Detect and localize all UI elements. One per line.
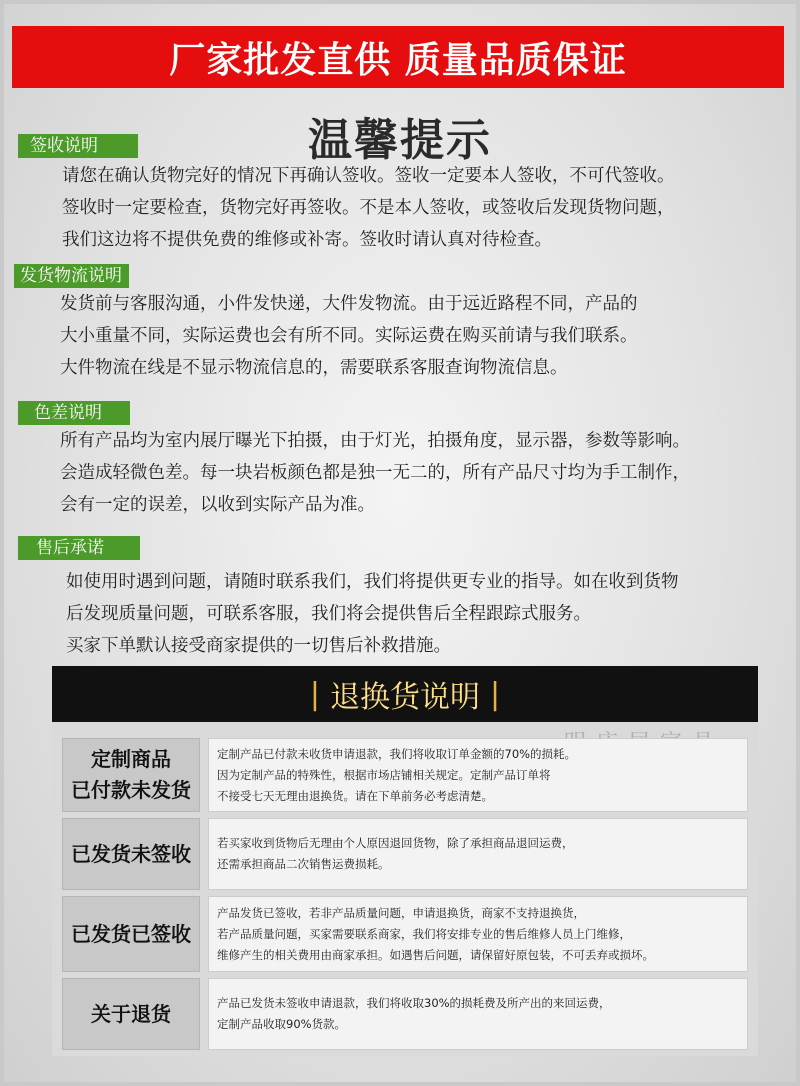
text-line: 买家下单默认接受商家提供的一切售后补救措施。 — [66, 636, 451, 656]
label-line: 已发货已签收 — [71, 921, 191, 946]
text-line: 产品已发货未签收申请退款，我们将收取30%的损耗费及所产出的来回运费， — [217, 996, 611, 1010]
section-text-color — [60, 425, 690, 521]
text-line: 我们这边将不提供免费的维修或补寄。签收时请认真对待检查。 — [62, 230, 552, 250]
text-line: 如使用时遇到问题，请随时联系我们，我们将提供更专业的指导。如在收到货物 — [66, 572, 679, 592]
text-line: 后发现质量问题，可联系客服，我们将会提供售后全程跟踪式服务。 — [66, 604, 591, 624]
header-bar-right: | — [490, 676, 501, 712]
text-line: 若产品质量问题，买家需要联系商家，我们将安排专业的售后维修人员上门维修， — [217, 926, 631, 941]
return-row-text — [208, 978, 748, 1050]
text-line: 会造成轻微色差。每一块岩板颜色都是独一无二的，所有产品尺寸均为手工制作， — [60, 463, 690, 483]
section-label-shipping: 发货物流说明 — [14, 264, 129, 288]
header-bar-left: | — [309, 676, 320, 712]
text-line: 还需承担商品二次销售运费损耗。 — [217, 857, 390, 871]
section-label-aftersales: 售后承诺 — [18, 536, 140, 560]
section-label-color: 色差说明 — [18, 401, 130, 425]
return-row-text — [208, 896, 748, 972]
return-row-label — [62, 818, 200, 890]
label-line: 已付款未发货 — [71, 778, 191, 802]
text-line: 签收时一定要检查，货物完好再签收。不是本人签收，或签收后发现货物问题， — [62, 198, 675, 218]
return-row-label — [62, 978, 200, 1050]
text-line: 发货前与客服沟通，小件发快递，大件发物流。由于远近路程不同，产品的 — [60, 294, 638, 314]
text-line: 所有产品均为室内展厅曝光下拍摄，由于灯光，拍摄角度，显示器，参数等影响。 — [60, 431, 690, 451]
text-line: 定制产品收取90%货款。 — [217, 1017, 347, 1031]
text-line: 维修产生的相关费用由商家承担。如遇售后问题，请保留好原包装，不可丢弃或损坏。 — [217, 947, 654, 962]
return-row-text — [208, 738, 748, 812]
section-text-sign — [62, 160, 675, 256]
return-row-label — [62, 896, 200, 972]
text-line: 产品发货已签收，若非产品质量问题，申请退换货，商家不支持退换货， — [217, 905, 585, 920]
return-row-shipped-unsigned — [62, 818, 748, 890]
return-policy-title: 退换货说明 — [330, 680, 480, 715]
text-line: 会有一定的误差，以收到实际产品为准。 — [60, 495, 375, 515]
text-line: 若买家收到货物后无理由个人原因退回货物，除了承担商品退回运费， — [217, 836, 574, 850]
return-row-label — [62, 738, 200, 812]
text-line: 因为定制产品的特殊性，根据市场店铺相关规定。定制产品订单将 — [217, 767, 551, 782]
text-line: 大小重量不同，实际运费也会有所不同。实际运费在购买前请与我们联系。 — [60, 326, 638, 346]
text-line: 定制产品已付款未收货申请退款，我们将收取订单金额的70%的损耗。 — [217, 746, 577, 761]
label-line: 关于退货 — [91, 1001, 171, 1026]
text-line: 大件物流在线是不显示物流信息的，需要联系客服查询物流信息。 — [60, 358, 568, 378]
return-policy-panel — [52, 666, 758, 1056]
return-row-about-returns — [62, 978, 748, 1050]
section-text-aftersales — [66, 566, 679, 662]
return-row-text — [208, 818, 748, 890]
label-line: 定制商品 — [91, 747, 171, 771]
section-text-shipping — [60, 288, 638, 384]
page-title: 温馨提示 — [308, 115, 492, 166]
top-banner: 厂家批发直供 质量品质保证 — [12, 26, 784, 88]
section-label-sign: 签收说明 — [18, 134, 138, 158]
text-line: 不接受七天无理由退换货。请在下单前务必考虑清楚。 — [217, 788, 493, 803]
return-row-shipped-signed — [62, 896, 748, 972]
return-policy-header — [52, 666, 758, 722]
label-line: 已发货未签收 — [71, 841, 191, 866]
return-row-custom — [62, 738, 748, 812]
text-line: 请您在确认货物完好的情况下再确认签收。签收一定要本人签收，不可代签收。 — [62, 166, 675, 186]
